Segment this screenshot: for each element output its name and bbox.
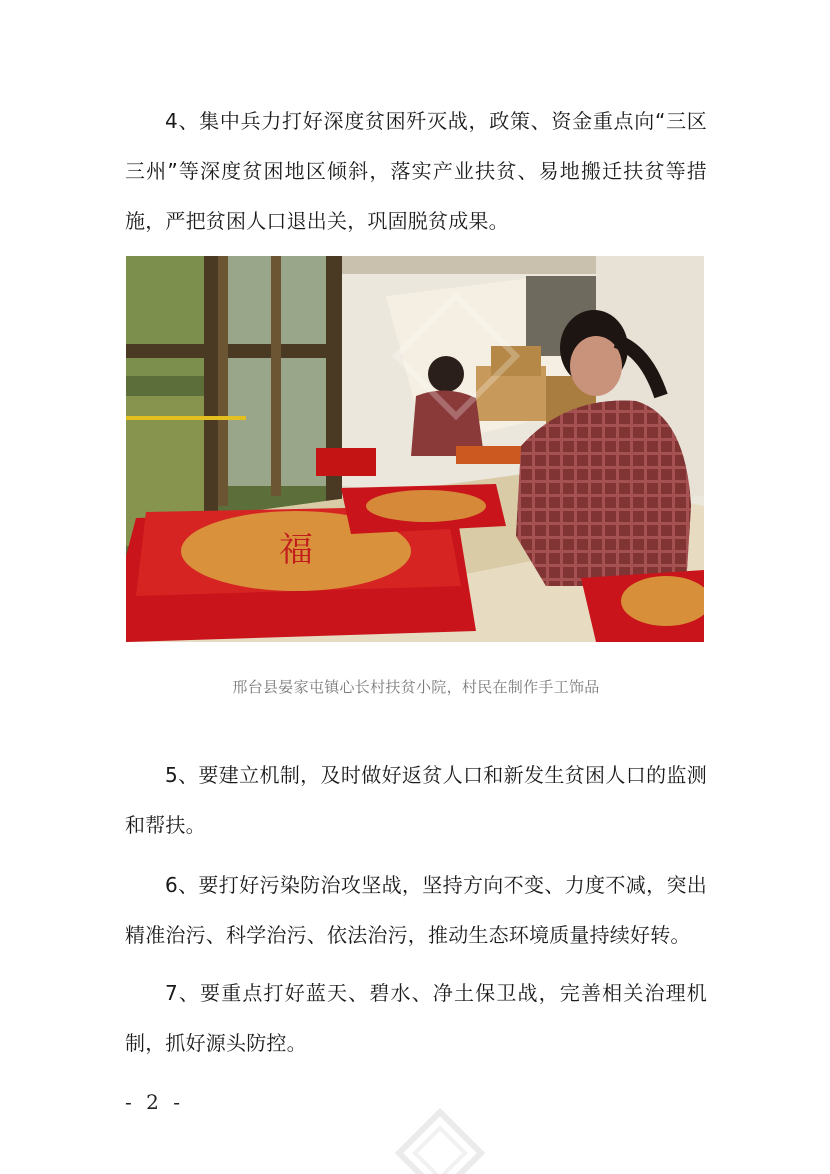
paragraph-7: 7、要重点打好蓝天、碧水、净土保卫战，完善相关治理机制，抓好源头防控。 — [125, 981, 707, 1055]
page-number: - 2 - — [125, 1090, 184, 1114]
photo-caption: 邢台县晏家屯镇心长村扶贫小院，村民在制作手工饰品 — [232, 678, 600, 696]
news-photo — [126, 256, 704, 642]
fu-character: 福 — [279, 530, 313, 570]
watermark-icon — [395, 1108, 485, 1174]
paragraph-4: 4、集中兵力打好深度贫困歼灭战，政策、资金重点向“三区三州”等深度贫困地区倾斜，落实产业扶贫、易地搬迁扶贫等措施，严把贫困人口退出关，巩固脱贫成果。 — [125, 109, 707, 233]
paragraph-6: 6、要打好污染防治攻坚战，坚持方向不变、力度不减，突出精准治污、科学治污、依法治污，推动生态环境质量持续好转。 — [125, 873, 707, 947]
paragraph-5: 5、要建立机制，及时做好返贫人口和新发生贫困人口的监测和帮扶。 — [125, 763, 707, 837]
photo-illustration — [126, 256, 704, 642]
